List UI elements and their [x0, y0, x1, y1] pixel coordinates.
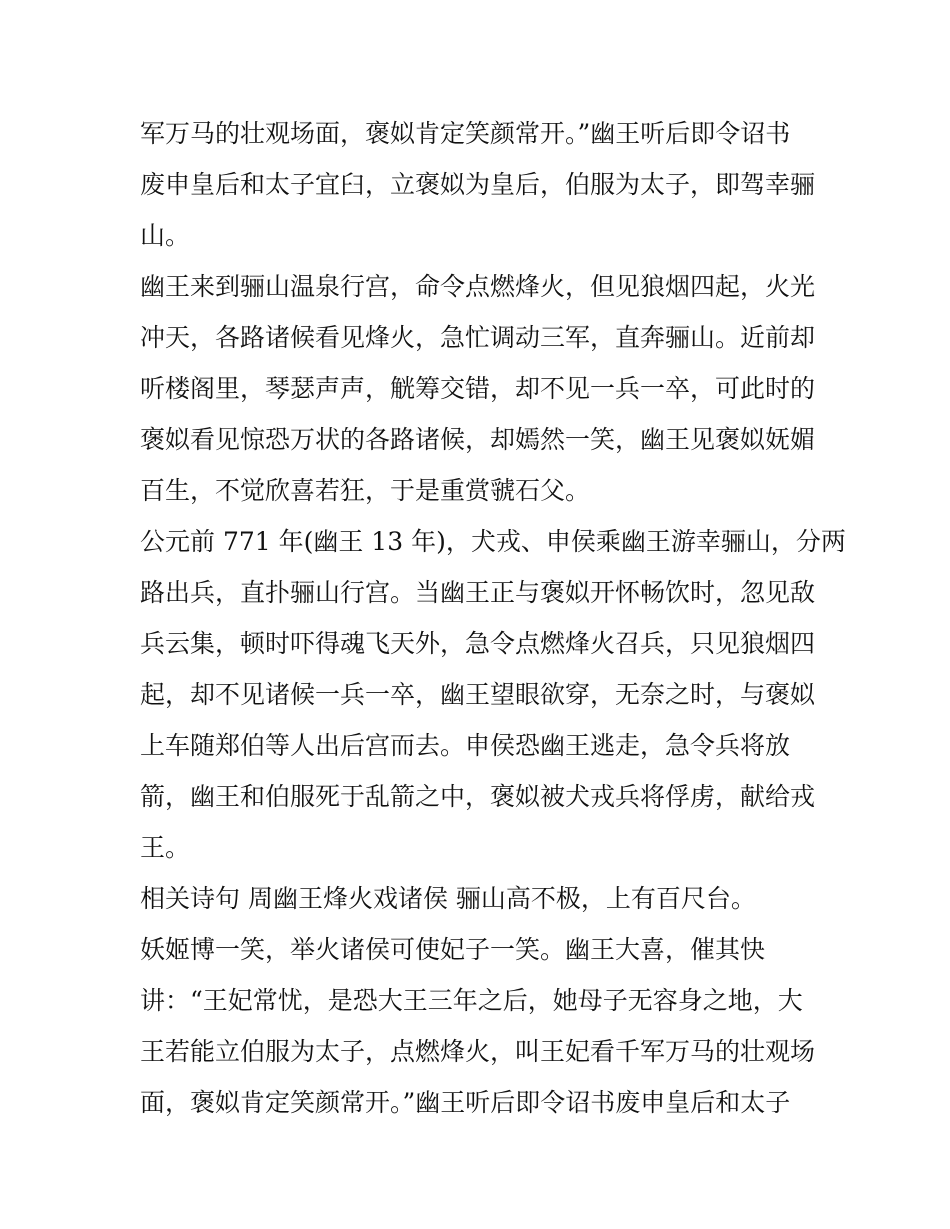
text-line: 相关诗句 周幽王烽火戏诸侯 骊山高不极，上有百尺台。: [140, 884, 756, 913]
text-line: 王。: [140, 833, 191, 862]
text-line: 箭，幽王和伯服死于乱箭之中，褒姒被犬戎兵将俘虏，献给戎: [140, 782, 816, 811]
text-line: 公元前 771 年(幽王 13 年)，犬戎、申侯乘幽王游幸骊山，分两: [140, 527, 846, 556]
text-line: 讲：“王妃常忧，是恐大王三年之后，她母子无容身之地，大: [140, 986, 803, 1015]
text-line: 路出兵，直扑骊山行宫。当幽王正与褒姒开怀畅饮时，忽见敌: [140, 578, 816, 607]
text-line: 军万马的壮观场面，褒姒肯定笑颜常开。”幽王听后即令诏书: [140, 119, 791, 148]
text-line: 兵云集，顿时吓得魂飞天外，急令点燃烽火召兵，只见狼烟四: [140, 629, 816, 658]
text-line: 妖姬博一笑，举火诸侯可使妃子一笑。幽王大喜，催其快: [140, 935, 766, 964]
text-line: 面，褒姒肯定笑颜常开。”幽王听后即令诏书废申皇后和太子: [140, 1088, 791, 1117]
text-line: 王若能立伯服为太子，点燃烽火，叫王妃看千军万马的壮观场: [140, 1037, 816, 1066]
text-line: 听楼阁里，琴瑟声声，觥筹交错，却不见一兵一卒，可此时的: [140, 374, 816, 403]
text-line: 幽王来到骊山温泉行宫，命令点燃烽火，但见狼烟四起，火光: [140, 272, 816, 301]
text-line: 起，却不见诸候一兵一卒，幽王望眼欲穿，无奈之时，与褒姒: [140, 680, 816, 709]
text-line: 山。: [140, 221, 191, 250]
text-line: 上车随郑伯等人出后宫而去。申侯恐幽王逃走，急令兵将放: [140, 731, 791, 760]
document-text: [140, 108, 846, 1128]
text-line: 冲天，各路诸候看见烽火，急忙调动三军，直奔骊山。近前却: [140, 323, 816, 352]
text-line: 废申皇后和太子宜臼，立褒姒为皇后，伯服为太子，即驾幸骊: [140, 170, 816, 199]
text-line: 百生，不觉欣喜若狂，于是重赏虢石父。: [140, 476, 591, 505]
text-line: 褒姒看见惊恐万状的各路诸候，却嫣然一笑，幽王见褒姒妩媚: [140, 425, 816, 454]
